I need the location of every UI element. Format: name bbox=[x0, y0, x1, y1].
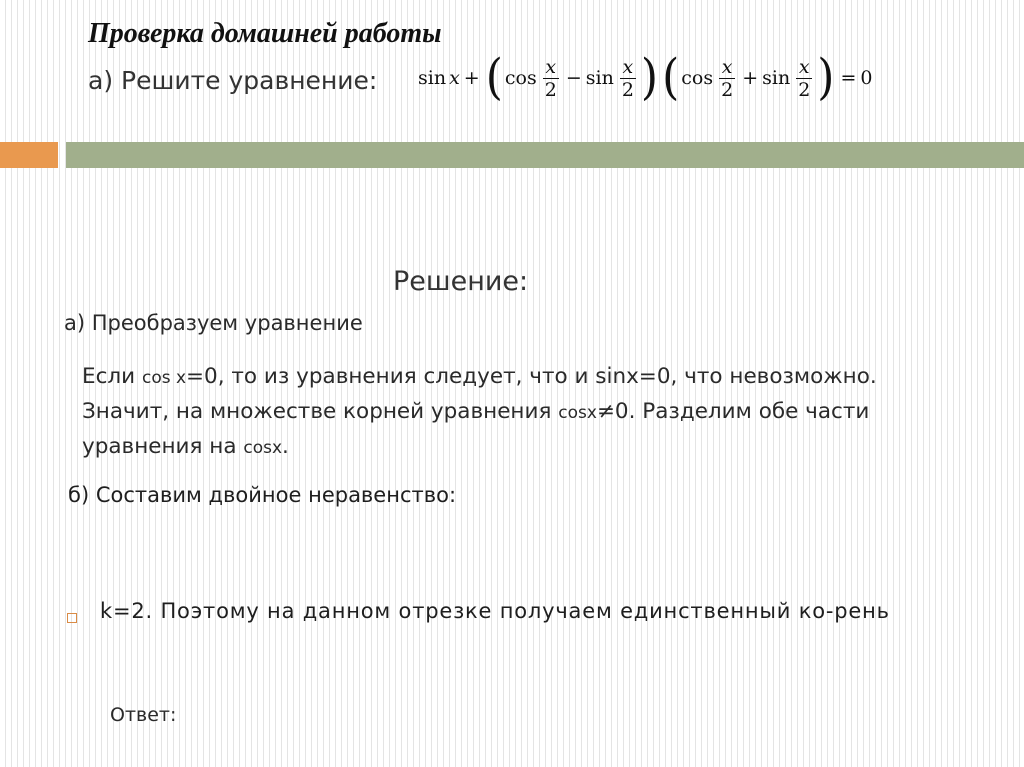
equation bbox=[418, 50, 872, 106]
para-text-3: ≠0. Разделим обе части уравнения на bbox=[82, 399, 870, 459]
eq-paren-open-1: ( bbox=[485, 49, 503, 106]
eq-frac-3 bbox=[719, 56, 735, 101]
step-b-text: б) Составим двойное неравенство: bbox=[68, 483, 457, 507]
eq-plus: + bbox=[463, 67, 480, 89]
para-text-1: Если bbox=[82, 364, 142, 389]
accent-bar-green bbox=[66, 142, 1024, 168]
eq-frac-den: 2 bbox=[721, 78, 734, 101]
para-cosx-3: cosx bbox=[243, 438, 283, 458]
eq-sin-2: sin bbox=[762, 67, 791, 89]
eq-frac-num: x bbox=[798, 55, 810, 78]
eq-frac-2 bbox=[620, 56, 636, 101]
eq-sin: sin bbox=[418, 67, 447, 89]
eq-paren-close-1: ) bbox=[640, 49, 659, 106]
para-cosx-1: cos x bbox=[141, 368, 187, 388]
accent-bar-orange bbox=[0, 142, 58, 168]
eq-frac-4 bbox=[796, 56, 812, 101]
eq-frac-den: 2 bbox=[544, 78, 557, 101]
eq-minus: − bbox=[565, 67, 582, 89]
solution-heading: Решение: bbox=[393, 266, 529, 297]
explanation-paragraph bbox=[82, 360, 962, 465]
eq-plus-2: + bbox=[742, 67, 759, 89]
eq-frac-1 bbox=[543, 56, 559, 101]
eq-sin-1: sin bbox=[585, 67, 614, 89]
step-a-text: а) Преобразуем уравнение bbox=[64, 311, 363, 335]
eq-paren-close-2: ) bbox=[817, 49, 835, 106]
eq-frac-num: x bbox=[721, 55, 733, 78]
task-a-label: а) Решите уравнение: bbox=[88, 66, 378, 95]
eq-frac-den: 2 bbox=[621, 78, 634, 101]
para-cosx-2: cosx bbox=[558, 403, 597, 423]
slide-title: Проверка домашней работы bbox=[88, 18, 442, 49]
square-bullet-icon bbox=[67, 613, 77, 623]
eq-frac-den: 2 bbox=[798, 78, 811, 101]
answer-label: Ответ: bbox=[110, 704, 177, 726]
eq-x: x bbox=[449, 67, 460, 89]
para-text-4: . bbox=[282, 434, 289, 459]
eq-frac-num: x bbox=[622, 55, 634, 78]
para-text-2: =0, то из уравнения следует, что и sinx=0, что невозможно. Значит, на множестве корней уравнения bbox=[82, 364, 877, 424]
eq-frac-num: x bbox=[545, 55, 557, 78]
eq-paren-open-2: ( bbox=[662, 49, 680, 106]
eq-cos-1: cos bbox=[504, 67, 537, 89]
eq-equals: = bbox=[840, 67, 857, 89]
bullet-text: k=2. Поэтому на данном отрезке получаем единственный ко-рень bbox=[100, 599, 890, 623]
eq-cos-2: cos bbox=[681, 67, 714, 89]
eq-zero: 0 bbox=[860, 67, 873, 89]
